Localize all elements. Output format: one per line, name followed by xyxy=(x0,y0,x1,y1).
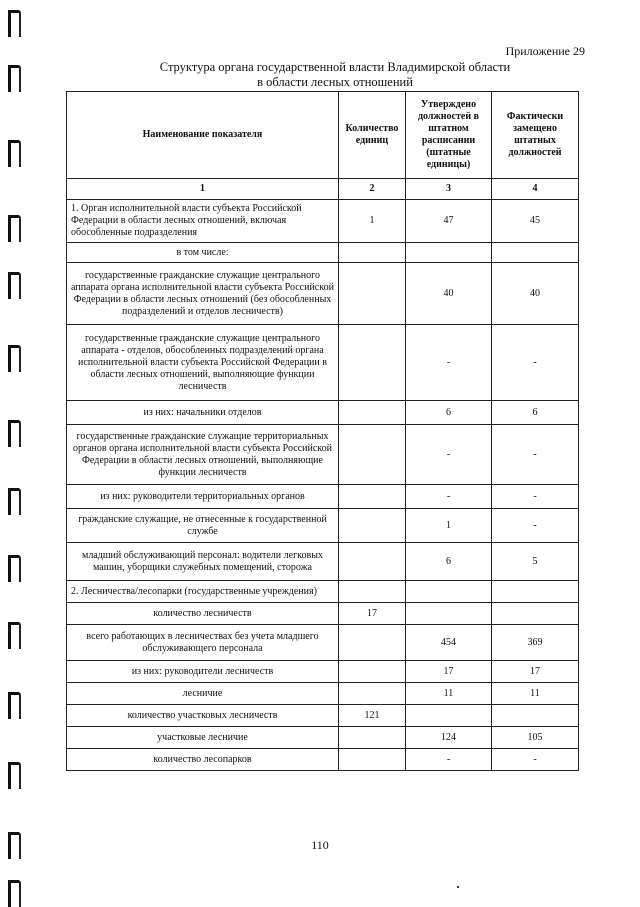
index-cell: 2 xyxy=(339,179,406,200)
row-name: государственные гражданские служащие территориальных органов органа исполнительной власти субъекта Российской Федерации в области лесных отношений, выполняющие функции лесничеств xyxy=(67,425,339,485)
row-name: гражданские служащие, не отнесенные к государственной службе xyxy=(67,509,339,543)
table-row xyxy=(67,401,579,425)
row-count xyxy=(339,581,406,603)
structure-table xyxy=(66,91,579,771)
row-actual: 17 xyxy=(492,661,579,683)
row-actual: 369 xyxy=(492,625,579,661)
title-line-1: Структура органа государственной власти Владимирской области xyxy=(159,60,511,74)
row-actual xyxy=(492,705,579,727)
row-actual: - xyxy=(492,325,579,401)
header-indicator: Наименование показателя xyxy=(67,92,339,179)
row-name: в том числе: xyxy=(67,243,339,263)
row-approved: 454 xyxy=(406,625,492,661)
table-row xyxy=(67,509,579,543)
row-actual: - xyxy=(492,425,579,485)
row-actual: 40 xyxy=(492,263,579,325)
header-approved: Утверждено должностей в штатном расписании (штатные единицы) xyxy=(406,92,492,179)
index-cell: 1 xyxy=(67,179,339,200)
row-count xyxy=(339,263,406,325)
binder-holes xyxy=(8,10,22,900)
row-approved: - xyxy=(406,425,492,485)
row-approved: 6 xyxy=(406,543,492,581)
document-title xyxy=(100,60,570,90)
table-row xyxy=(67,485,579,509)
table-row xyxy=(67,683,579,705)
row-name: 1. Орган исполнительной власти субъекта Российской Федерации в области лесных отношений, включая обособленные подразделения xyxy=(67,200,339,243)
table-row xyxy=(67,543,579,581)
row-actual: 105 xyxy=(492,727,579,749)
row-count xyxy=(339,425,406,485)
row-approved: - xyxy=(406,749,492,771)
header-row xyxy=(67,92,579,179)
row-approved: 17 xyxy=(406,661,492,683)
table-row xyxy=(67,625,579,661)
row-actual: 11 xyxy=(492,683,579,705)
row-name: 2. Лесничества/лесопарки (государственные учреждения) xyxy=(67,581,339,603)
scan-speck xyxy=(457,886,459,888)
index-cell: 3 xyxy=(406,179,492,200)
row-name: из них: руководители лесничеств xyxy=(67,661,339,683)
row-count: 121 xyxy=(339,705,406,727)
row-approved: 11 xyxy=(406,683,492,705)
appendix-label: Приложение 29 xyxy=(505,44,585,58)
table-row xyxy=(67,603,579,625)
row-name: из них: начальники отделов xyxy=(67,401,339,425)
row-count xyxy=(339,401,406,425)
row-approved: 124 xyxy=(406,727,492,749)
row-approved: - xyxy=(406,485,492,509)
row-name: младший обслуживающий персонал: водители легковых машин, уборщики служебных помещений, сторожа xyxy=(67,543,339,581)
table-row xyxy=(67,243,579,263)
table-row xyxy=(67,581,579,603)
row-count xyxy=(339,683,406,705)
row-actual xyxy=(492,603,579,625)
table-row xyxy=(67,705,579,727)
row-approved xyxy=(406,243,492,263)
row-name: государственные гражданские служащие центрального аппарата - отделов, обособленных подразделений органа исполнительной власти субъекта Российской Федерации в области лесных отношений, выполняющие функции лесничеств xyxy=(67,325,339,401)
row-count: 17 xyxy=(339,603,406,625)
row-count xyxy=(339,325,406,401)
row-actual: - xyxy=(492,749,579,771)
table-row xyxy=(67,425,579,485)
row-name: из них: руководители территориальных органов xyxy=(67,485,339,509)
row-approved: - xyxy=(406,325,492,401)
row-name: всего работающих в лесничествах без учета младшего обслуживающего персонала xyxy=(67,625,339,661)
row-name: лесничие xyxy=(67,683,339,705)
table-row xyxy=(67,325,579,401)
row-approved xyxy=(406,581,492,603)
row-approved xyxy=(406,603,492,625)
index-row xyxy=(67,179,579,200)
row-name: количество участковых лесничеств xyxy=(67,705,339,727)
row-count xyxy=(339,727,406,749)
page-number: 110 xyxy=(311,838,329,852)
row-name: количество лесопарков xyxy=(67,749,339,771)
row-approved: 1 xyxy=(406,509,492,543)
row-name: участковые лесничие xyxy=(67,727,339,749)
header-actual: Фактически замещено штатных должностей xyxy=(492,92,579,179)
row-count xyxy=(339,543,406,581)
row-actual: 5 xyxy=(492,543,579,581)
row-actual xyxy=(492,243,579,263)
row-count xyxy=(339,243,406,263)
row-approved: 47 xyxy=(406,200,492,243)
row-approved xyxy=(406,705,492,727)
row-count xyxy=(339,749,406,771)
row-count xyxy=(339,625,406,661)
row-actual: 45 xyxy=(492,200,579,243)
row-count xyxy=(339,661,406,683)
header-count: Количество единиц xyxy=(339,92,406,179)
table-row xyxy=(67,727,579,749)
row-name: государственные гражданские служащие центрального аппарата органа исполнительной власти субъекта Российской Федерации в области лесных отношений (без обособленных подразделений и отделов лесничеств) xyxy=(67,263,339,325)
table-row xyxy=(67,749,579,771)
row-count: 1 xyxy=(339,200,406,243)
table-row xyxy=(67,661,579,683)
row-approved: 40 xyxy=(406,263,492,325)
title-line-2: в области лесных отношений xyxy=(257,75,413,89)
row-actual: - xyxy=(492,509,579,543)
row-actual xyxy=(492,581,579,603)
row-actual: 6 xyxy=(492,401,579,425)
row-actual: - xyxy=(492,485,579,509)
row-count xyxy=(339,509,406,543)
row-count xyxy=(339,485,406,509)
table-row xyxy=(67,200,579,243)
row-name: количество лесничеств xyxy=(67,603,339,625)
table-row xyxy=(67,263,579,325)
row-approved: 6 xyxy=(406,401,492,425)
index-cell: 4 xyxy=(492,179,579,200)
